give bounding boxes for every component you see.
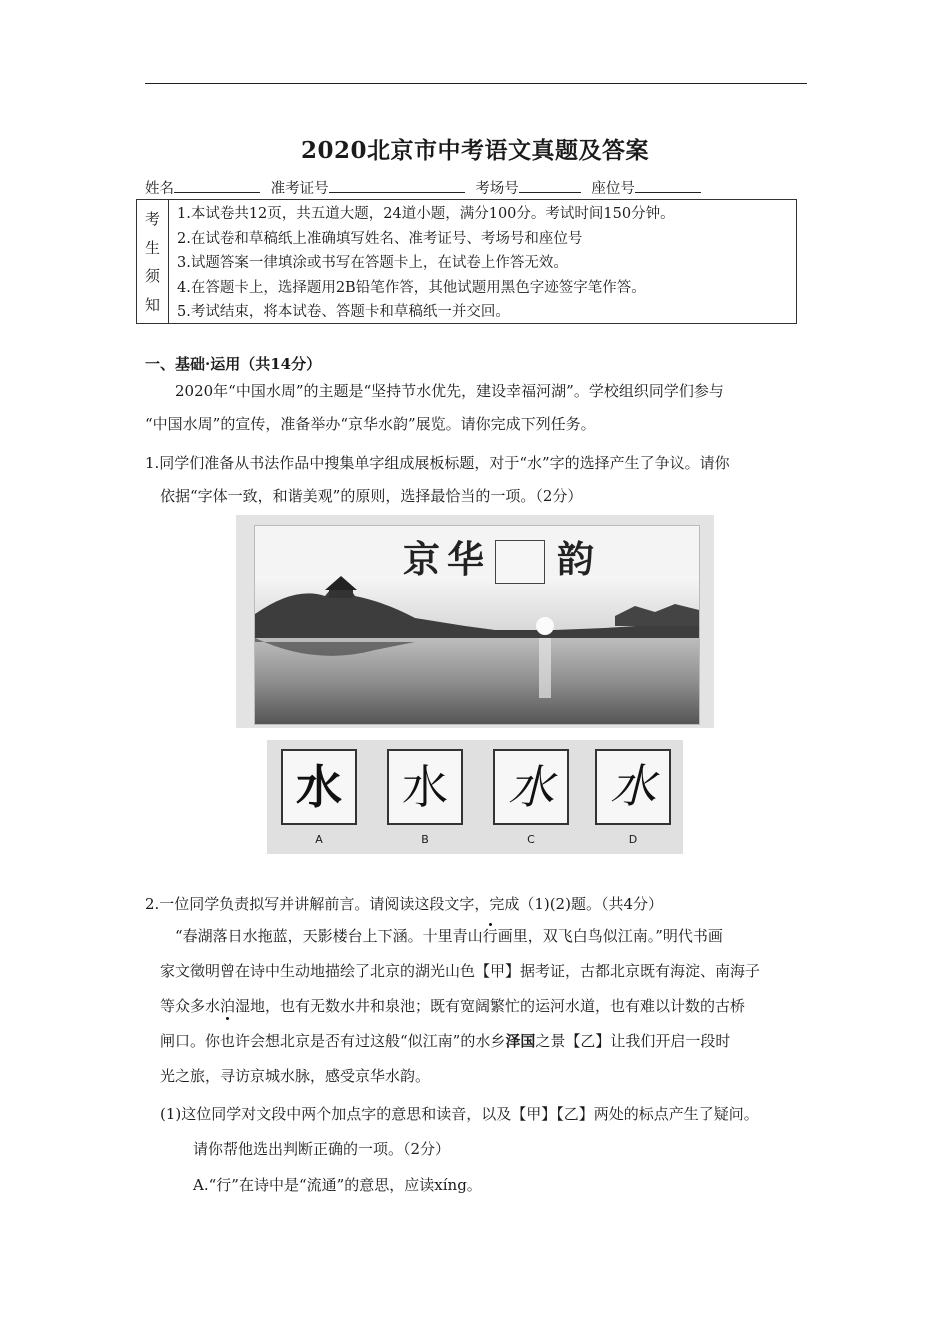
- seat-label: 座位号: [591, 181, 635, 197]
- question-1-text: 1.同学们准备从书法作品中搜集单字组成展板标题，对于“水”字的选择产生了争议。请你: [145, 454, 730, 472]
- option-d-glyph-box: [595, 749, 671, 825]
- intro-text-line: “中国水周”的宣传，准备举办“京华水韵”展览。请你完成下列任务。: [145, 415, 596, 433]
- option-a-glyph-box: [281, 749, 357, 825]
- notice-item: 2.在试卷和草稿纸上准确填写姓名、准考证号、考场号和座位号: [177, 230, 583, 247]
- dotted-char: 泊: [220, 997, 236, 1015]
- notice-label-char: 考: [144, 209, 160, 228]
- passage-text: 画里，双飞白鸟似江南。”明代书画: [497, 927, 723, 945]
- banner-title-char: 韵: [557, 538, 594, 581]
- option-glyph: 水: [402, 760, 448, 814]
- option-label: D: [628, 833, 638, 846]
- passage-line: [160, 995, 745, 1016]
- notice-label: [137, 200, 169, 323]
- name-blank: [174, 180, 260, 193]
- notice-label-char: 生: [144, 238, 160, 257]
- notice-item: 4.在答题卡上，选择题用2B铅笔作答，其他试题用黑色字迹签字笔作答。: [177, 279, 646, 296]
- name-label: 姓名: [145, 181, 174, 197]
- banner-title-char: 京: [403, 538, 440, 581]
- option-label: C: [527, 833, 535, 846]
- banner-blank-box: [495, 540, 545, 584]
- passage-line: 光之旅，寻访京城水脉，感受京华水韵。: [160, 1067, 431, 1085]
- notice-label-char: 须: [144, 267, 160, 286]
- seat-blank: [635, 180, 701, 193]
- option-b-glyph-box: [387, 749, 463, 825]
- candidate-info-row: [145, 177, 707, 198]
- passage-text: “春湖落日水拖蓝，天影楼台上下涵。十里青山: [175, 927, 483, 945]
- passage-line: [160, 1030, 730, 1051]
- option-c-glyph-box: [493, 749, 569, 825]
- page-title: 2020北京市中考语文真题及答案: [300, 137, 649, 164]
- room-blank: [519, 180, 581, 193]
- passage-line: 家文徵明曾在诗中生动地描绘了北京的湖光山色【甲】据考证，古都北京既有海淀、南海子: [160, 962, 761, 980]
- section-heading: 一、基础·运用（共14分）: [145, 355, 322, 373]
- question-1-text: 依据“字体一致，和谐美观”的原则，选择最恰当的一项。（2分）: [160, 487, 583, 505]
- intro-text-line: 2020年“中国水周”的主题是“坚持节水优先，建设幸福河湖”。学校组织同学们参与: [175, 382, 724, 400]
- banner-title-char: 华: [447, 538, 484, 581]
- exhibition-banner-photo: [236, 515, 714, 728]
- notice-item: 1.本试卷共12页，共五道大题，24道小题，满分100分。考试时间150分钟。: [177, 206, 675, 222]
- option-glyph: 水: [508, 760, 554, 814]
- exam-id-label: 准考证号: [270, 181, 329, 197]
- option-label: B: [421, 833, 429, 846]
- option-glyph: 水: [610, 761, 656, 812]
- passage-line: [175, 925, 723, 946]
- notice-item: 5.考试结束，将本试卷、答题卡和草稿纸一并交回。: [177, 304, 510, 320]
- option-glyph: 水: [296, 760, 342, 814]
- exam-notice-box: [136, 199, 797, 324]
- dotted-char: 行: [482, 927, 498, 945]
- passage-text: 之景【乙】让我们开启一段时: [535, 1032, 731, 1050]
- bold-term: 泽国: [505, 1032, 536, 1050]
- exam-id-blank: [329, 180, 465, 193]
- passage-text: 闸口。你也许会想北京是否有过这般“似江南”的水乡: [160, 1032, 506, 1050]
- option-label: A: [315, 833, 323, 846]
- subquestion-text: (1)这位同学对文段中两个加点字的意思和读音，以及【甲】【乙】两处的标点产生了疑问。: [160, 1105, 759, 1123]
- passage-text: 湿地，也有无数水井和泉池；既有宽阔繁忙的运河水道，也有难以计数的古桥: [235, 997, 746, 1015]
- notice-label-char: 知: [144, 296, 160, 315]
- passage-text: 等众多水: [160, 997, 221, 1015]
- notice-item: 3.试题答案一律填涂或书写在答题卡上，在试卷上作答无效。: [177, 255, 568, 271]
- header-rule: [145, 83, 807, 84]
- subquestion-text: 请你帮他选出判断正确的一项。（2分）: [193, 1140, 451, 1158]
- calligraphy-options: [267, 740, 683, 854]
- banner-image: [254, 525, 700, 725]
- room-label: 考场号: [475, 181, 519, 197]
- answer-option-a: A.“行”在诗中是“流通”的意思，应读xíng。: [193, 1176, 482, 1194]
- question-2-text: 2.一位同学负责拟写并讲解前言。请阅读这段文字，完成（1)(2)题。（共4分）: [145, 895, 664, 913]
- notice-list: [169, 200, 796, 323]
